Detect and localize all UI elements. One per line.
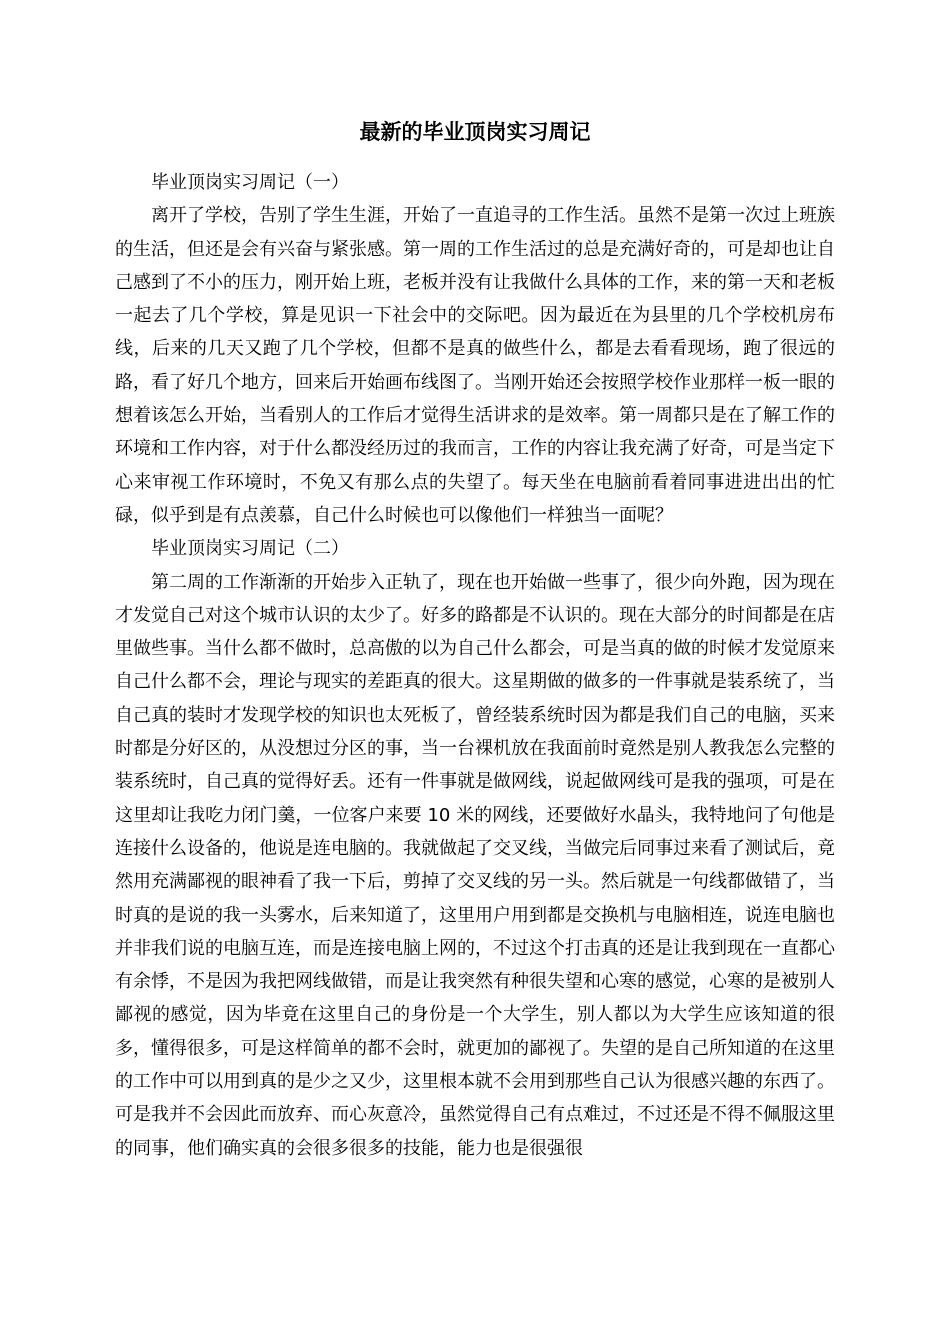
section-heading: 毕业顶岗实习周记（一）	[151, 172, 349, 193]
section-body: 离开了学校，告别了学生生涯，开始了一直追寻的工作生活。虽然不是第一次过上班族的生活，但还是会有兴奋与紧张感。第一周的工作生活过的总是充满好奇的，可是却也让自己感到了不小的压力，刚开始上班，老板并没有让我做什么具体的工作，来的第一天和老板一起去了几个学校，算是见识一下社会中的交际吧。因为最近在为县里的几个学校机房布线，后来的几天又跑了几个学校，但都不是真的做些什么，都是去看看现场，跑了很远的路，看了好几个地方，回来后开始画布线图了。当刚开始还会按照学校作业那样一板一眼的想着该怎么开始，当看别人的工作后才觉得生活讲求的是效率。第一周都只是在了解工作的环境和工作内容，对于什么都没经历过的我而言，工作的内容让我充满了好奇，可是当定下心来审视工作环境时，不免又有那么点的失望了。每天坐在电脑前看着同事进进出出的忙碌，似乎到是有点羡慕，自己什么时候也可以像他们一样独当一面呢？	[115, 205, 835, 526]
document-page	[115, 112, 835, 1165]
section-body: 第二周的工作渐渐的开始步入正轨了，现在也开始做一些事了，很少向外跑，因为现在才发觉自己对这个城市认识的太少了。好多的路都是不认识的。现在大部分的时间都是在店里做些事。当什么都不做时，总高傲的以为自己什么都会，可是当真的做的时候才发觉原来自己什么都不会，理论与现实的差距真的很大。这星期做的做多的一件事就是装系统了，当自己真的装时才发现学校的知识也太死板了，曾经装系统时因为都是我们自己的电脑，买来时都是分好区的，从没想过分区的事，当一台裸机放在我面前时竟然是别人教我怎么完整的装系统时，自己真的觉得好丢。还有一件事就是做网线，说起做网线可是我的强项，可是在这里却让我吃力闭门羹，一位客户来要 10 米的网线，还要做好水晶头，我特地问了句他是连接什么设备的，他说是连电脑的。我就做起了交叉线，当做完后同事过来看了测试后，竟然用充满鄙视的眼神看了我一下后，剪掉了交叉线的另一头。然后就是一句线都做错了，当时真的是说的我一头雾水，后来知道了，这里用户用到都是交换机与电脑相连，说连电脑也并非我们说的电脑互连，而是连接电脑上网的，不过这个打击真的还是让我到现在一直都心有余悸，不是因为我把网线做错，而是让我突然有种很失望和心寒的感觉，心寒的是被别人鄙视的感觉，因为毕竟在这里自己的身份是一个大学生，别人都以为大学生应该知道的很多，懂得很多，可是这样简单的都不会时，就更加的鄙视了。失望的是自己所知道的在这里的工作中可以用到真的是少之又少，这里根本就不会用到那些自己认为很感兴趣的东西了。可是我并不会因此而放弃、而心灰意冷，虽然觉得自己有点难过，不过还是不得不佩服这里的同事，他们确实真的会很多很多的技能，能力也是很强很	[115, 571, 835, 1159]
document-title: 最新的毕业顶岗实习周记	[359, 120, 591, 144]
section-2	[115, 532, 835, 1165]
section-heading: 毕业顶岗实习周记（二）	[151, 538, 349, 560]
section-1	[115, 166, 835, 532]
